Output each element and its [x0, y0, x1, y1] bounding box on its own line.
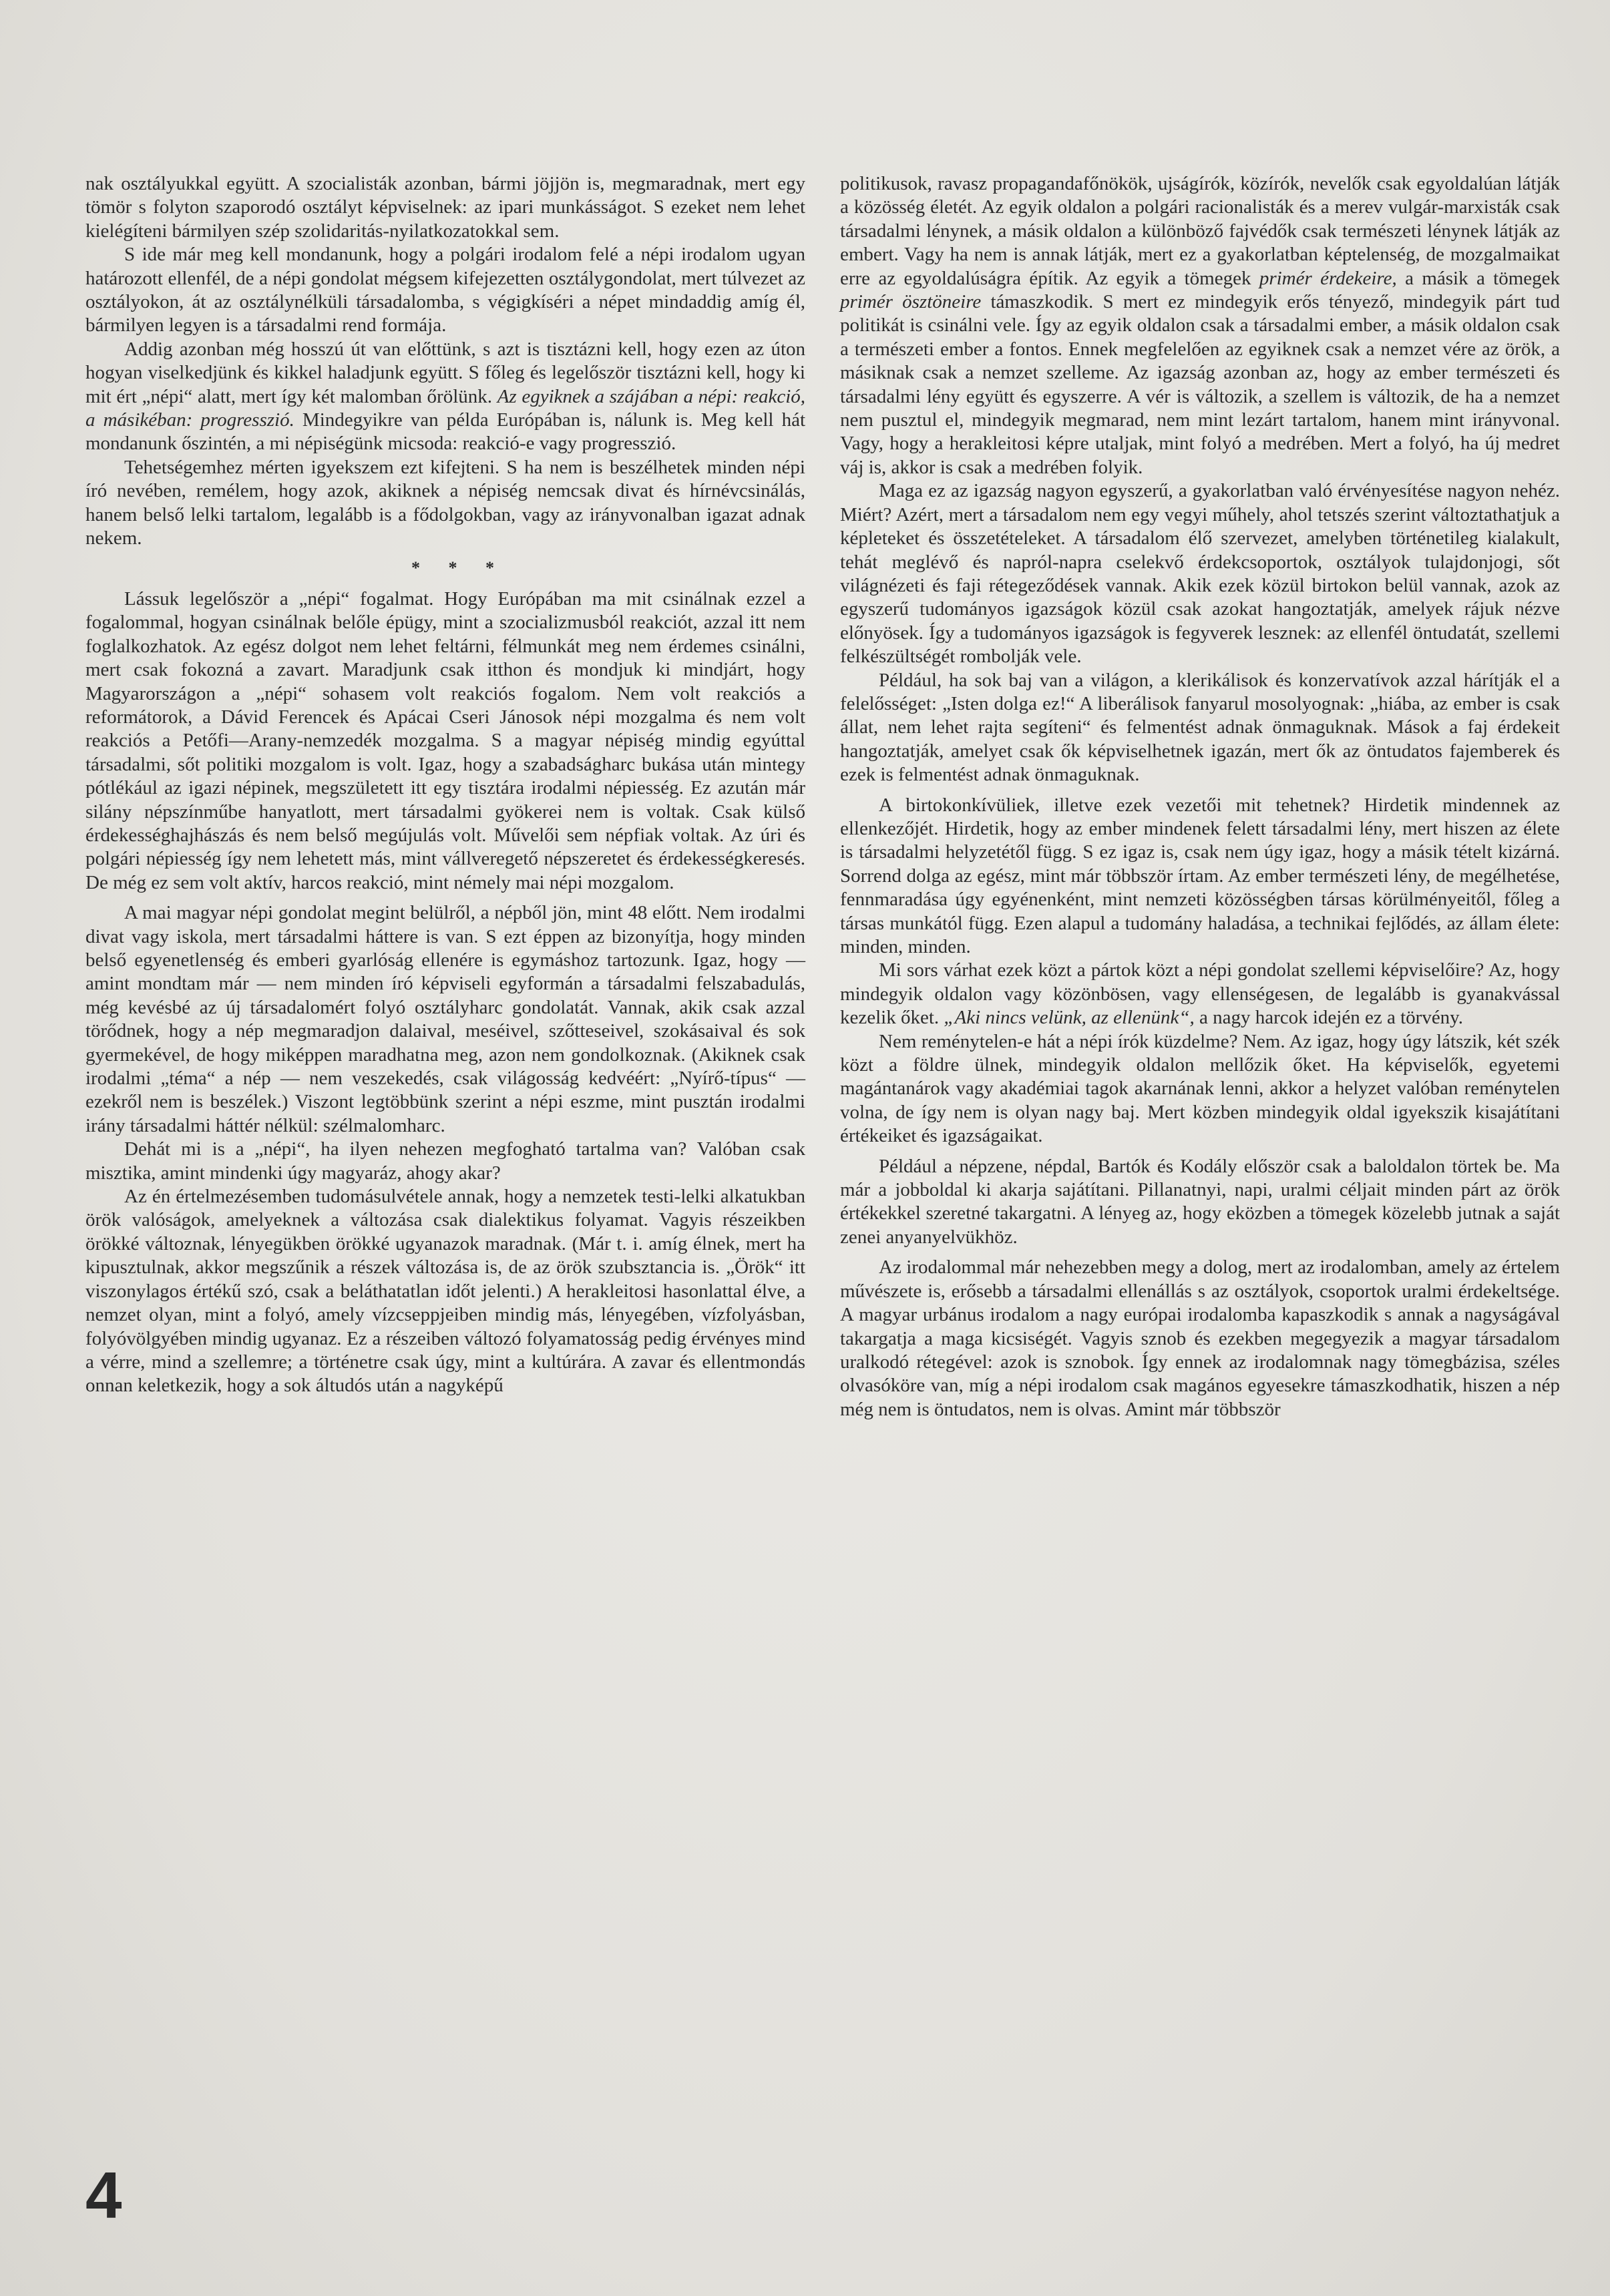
italic-text: primér ösztöneire [840, 291, 982, 313]
paragraph: A mai magyar népi gondolat megint belülről, a népből jön, mint 48 előtt. Nem irodalmi divat vagy iskola, mert társadalmi háttere is van. S ezt éppen az bizonyítja, hogy minden belső egyenetlenség és emberi gyarlóság ellenére is egymáshoz tartozunk. Igaz, hogy — amint mondtam már — nem minden író képviseli egyformán a társadalmi felszabadulás, még kevésbé az új társadalomért folyó osztályharc gondolatát. Vannak, akik csak azzal törődnek, hogy a nép megmaradjon dalaival, meséivel, szőtteseivel, szokásaival és sok gyermekével, de hogy miképpen maradhatna meg, azon nem gondolkoznak. (Akiknek csak irodalmi „téma“ a nép — nem veszekedés, csak világosság kedvéért: „Nyírő-típus“ — ezekről nem is beszélek.) Viszont legtöbbünk szerint a népi eszme, mint pusztán irodalmi irány társadalmi háttér nélkül: szélmalomharc. [85, 902, 805, 1136]
text-run: a másik a tömegek [1405, 267, 1561, 289]
left-column [85, 172, 805, 1398]
paragraph: Maga ez az igazság nagyon egyszerű, a gyakorlatban való érvényesítése nagyon nehéz. Miért? Azért, mert a társadalom nem egy vegyi műhely, ahol tetszés szerint változtathatjuk a képleteket és összetételeket. A társadalom élő szervezet, amelyben történetileg kialakult, tehát meglévő és napról-napra cselekvő érdekcsoportok, osztályok tulajdonjogi, sőt világnézeti és faji rétegeződések vannak. Akik ezek közül birtokon belül vannak, azok az egyszerű tudományos igazságok közül csak azokat hangoztatják, amelyek rájuk nézve előnyösek. Így a tudományos igazságok is fegyverek lesznek: az ellenfél öntudatát, szellemi felkészültségét rombolják vele. [840, 480, 1560, 668]
text-run: a nagy harcok idején ez a törvény. [1199, 1007, 1464, 1029]
paragraph: Az én értelmezésemben tudomásulvétele annak, hogy a nemzetek testi-lelki alkatukban örök valóságok, amelyeknek a változása csak dialektikus folyamat. Vagyis részeikben örökké változnak, lényegükben örökké ugyanazok maradnak. (Már t. i. amíg élnek, mert ha kipusztulnak, akkor megszűnik a részek változása is, de az örök szubsztancia is. „Örök“ itt viszonylagos értékű szó, csak a beláthatatlan időt jelenti.) A herakleitosi hasonlattal élve, a nemzet olyan, mint a folyó, amely vízcseppjeiben mindig más, lényegében, vízfolyásban, folyóvölgyében mindig ugyanaz. Ez a részeiben változó folyamatosság pedig érvényes mind a vérre, mind a szellemre; a történetre csak úgy, mint a kultúrára. A zavar és ellentmondás onnan keletkezik, hogy a sok áltudós után a nagyképű [85, 1186, 805, 1397]
paragraph: nak osztályukkal együtt. A szocialisták azonban, bármi jöjjön is, megmaradnak, mert egy tömör s folyton szaporodó osztályt képviselnek: az ipari munkásságot. S ezeket nem lehet kielégíteni bármilyen szép szolidaritás-nyilatkozatokkal sem. [85, 173, 805, 242]
page-number: 4 [85, 2158, 122, 2232]
paragraph: Például a népzene, népdal, Bartók és Kodály először csak a baloldalon törtek be. Ma már a jobboldal ki akarja sajátítani. Pillanatnyi, napi, uralmi céljait minden párt az örök értékekkel szeretné takargatni. A lényeg az, hogy eközben a tömegek közelebb jutnak a saját zenei anyanyelvükhöz. [840, 1155, 1560, 1248]
paragraph [85, 338, 805, 456]
text-run: politikusok, ravasz propagandafőnökök, ujságírók, közírók, nevelők csak egyoldalúan látják a közösség életét. Az egyik oldalon a polgári racionalisták és a merev vulgár-marxisták csak társadalmi lénynek, a másik oldalon a különböző fajvédők csak természeti lénynek látják az embert. Vagy ha nem is annak látják, mert ez a gyakorlatban képtelenség, de mozgalmaikat erre az egyoldalúságra építik. Az egyik a tömegek [840, 173, 1560, 289]
section-divider-stars: * * * [411, 557, 506, 578]
text-run: Mindegyikre van példa Európában is, nálunk is. Meg kell hát mondanunk őszintén, a mi népiségünk micsoda: reakció-e vagy progresszió. [85, 409, 806, 455]
text-run: támaszkodik. S mert ez mindegyik erős tényező, mindegyik párt tud politikát is csinálni vele. Így az egyik oldalon csak a társadalmi ember, a másik oldalon csak a természeti ember a fontos. Ennek megfelelően az egyiknek csak a nemzet vére az örök, a másiknak csak a nemzet szelleme. Az igazság azonban az, hogy az ember természeti és társadalmi lény együtt és egyszerre. A vér is változik, a szellem is változik, de ha a nemzet nem pusztul el, mindegyik megmarad, nem mint lezárt tartalom, hanem mint irányvonal. Vagy, hogy a herakleitosi képre utaljak, mint folyó a medrében. Mert a folyó, ha új medret váj is, akkor is csak a medrében folyik. [840, 291, 1560, 478]
right-column [840, 172, 1560, 1421]
paragraph: Dehát mi is a „népi“, ha ilyen nehezen megfogható tartalma van? Valóban csak misztika, amint mindenki úgy magyaráz, ahogy akar? [85, 1138, 805, 1184]
paragraph [840, 959, 1560, 1029]
paragraph: A birtokonkívüliek, illetve ezek vezetői mit tehetnek? Hirdetik mindennek az ellenkezőjét. Hirdetik, hogy az ember mindenek felett társadalmi lény, mert hiszen az élete is társadalmi helyzetétől függ. S ez igaz is, csak nem úgy igaz, hogy a másik tételt kizárná. Sorrend dolga az egész, mint már többször írtam. Az ember természeti lény, de megélhetése, fennmaradása úgy egyénenként, mint nemzeti közösségben társas körülményeitől, főleg a társas munkától függ. Ezen alapul a tudomány haladása, a technikai fejlődés, az állam élete: minden, minden. [840, 794, 1560, 957]
text-run: Addig azonban még hosszú út van előttünk, s azt is tisztázni kell, hogy ezen az úton hogyan viselkedjünk és kikkel haladjunk együtt. S főleg és legelőször tisztázni kell, hogy ki mit ért „népi“ alatt, mert így két malomban őrölünk. [85, 338, 805, 407]
italic-text: primér érdekeire, [1259, 267, 1397, 289]
text-run: Mi sors várhat ezek közt a pártok közt a népi gondolat szellemi képviselőire? Az, hogy mindegyik oldalon vagy közönbösen, vagy ellenségesen, de legalább is gyanakvással kezelik őket. [840, 959, 1560, 1029]
paragraph: Például, ha sok baj van a világon, a klerikálisok és konzervatívok azzal hárítják el a felelősséget: „Isten dolga ez!“ A liberálisok fanyarul mosolyognak: „hiába, az ember is csak állat, nem lehet rajta segíteni“ és felmentést adnak önmaguknak. Mások a faj érdekeit hangoztatják, amelyet csak ők képviselhetnek igazán, mert ők az öntudatos fajemberek és ezek is felmentést adnak önmaguknak. [840, 669, 1560, 786]
paragraph: Az irodalommal már nehezebben megy a dolog, mert az irodalomban, amely az értelem művészete is, erősebb a társadalmi ellenállás s az osztályok, csoportok uralmi érdekeltsége. A magyar urbánus irodalom a nagy európai irodalomba kapaszkodik s annak a nagyságával takargatja a maga kicsiségét. Vagyis sznob és ezekben megegyezik a magyar társadalom uralkodó rétegével: azok is sznobok. Így ennek az irodalomnak nagy tömegbázisa, széles olvasóköre van, míg a népi irodalom csak magános egyesekre támaszkodhatik, hiszen a nép még nem is öntudatos, nem is olvas. Amint már többször [840, 1256, 1560, 1420]
paragraph [840, 172, 1560, 479]
paragraph: S ide már meg kell mondanunk, hogy a polgári irodalom felé a népi irodalom ugyan határozott ellenfél, de a népi gondolat mégsem kifejezetten osztálygondolat, mert túlvezet az osztályokon, át az osztálynélküli társadalomba, s végigkíséri a népet mindaddig amíg él, bármilyen legyen is a társadalmi rend formája. [85, 244, 805, 336]
paragraph: Tehetségemhez mérten igyekszem ezt kifejteni. S ha nem is beszélhetek minden népi író nevében, remélem, hogy azok, akiknek a népiség nemcsak divat és hírnévcsinálás, hanem belső lelki tartalom, legalább is a fődolgokban, vagy az irányvonalban igazat adnak nekem. [85, 456, 805, 549]
italic-text: „Aki nincs velünk, az ellenünk“, [944, 1007, 1195, 1029]
paragraph: Nem reménytelen-e hát a népi írók küzdelme? Nem. Az igaz, hogy úgy látszik, két szék közt a földre ülnek, mindegyik oldalon mellőzik őket. Ha képviselők, egyetemi magántanárok vagy akadémiai tagok akarnának lenni, akkor a helyzet valóban reménytelen volna, de így nem is olyan nagy baj. Mert közben mindegyik oldal igyekszik kisajátítani értékeiket és igazságaikat. [840, 1030, 1560, 1147]
paragraph: Lássuk legelőször a „népi“ fogalmat. Hogy Európában ma mit csinálnak ezzel a fogalommal, hogyan csinálnak belőle épügy, mint a szocializmusból reakciót, azzal itt nem foglalkozhatok. Az egész dolgot nem lehet feltárni, félmunkát meg nem érdemes csinálni, mert csak fokozná a zavart. Maradjunk csak itthon és mondjuk ki mindjárt, hogy Magyarországon a „népi“ sohasem volt reakciós fogalom. Nem volt reakciós a reformátorok, a Dávid Ferencek és Apácai Cseri Jánosok népi mozgalma és nem volt reakciós a Petőfi—Arany-nemzedék mozgalma. S a magyar népiség mindig egyúttal társadalmi, sőt politiki mozgalom is volt. Igaz, hogy a szabadságharc bukása után mintegy pótlékául az igazi népinek, megszületett itt egy tisztára irodalmi népiesség. Ez azután már silány népszínműbe hanyatlott, mert társadalmi gyökerei nem is voltak. Csak külső érdekességhajhászás és nem belső megújulás volt. Művelői sem népfiak voltak. Az úri és polgári népiesség így nem lehetett más, mint vállveregető népszeretet és érdekességkeresés. De még ez sem volt aktív, harcos reakció, mint némely mai népi mozgalom. [85, 588, 805, 893]
italic-text: Az egyiknek a szájában a népi: reakció, a másikéban: progresszió. [85, 385, 806, 431]
